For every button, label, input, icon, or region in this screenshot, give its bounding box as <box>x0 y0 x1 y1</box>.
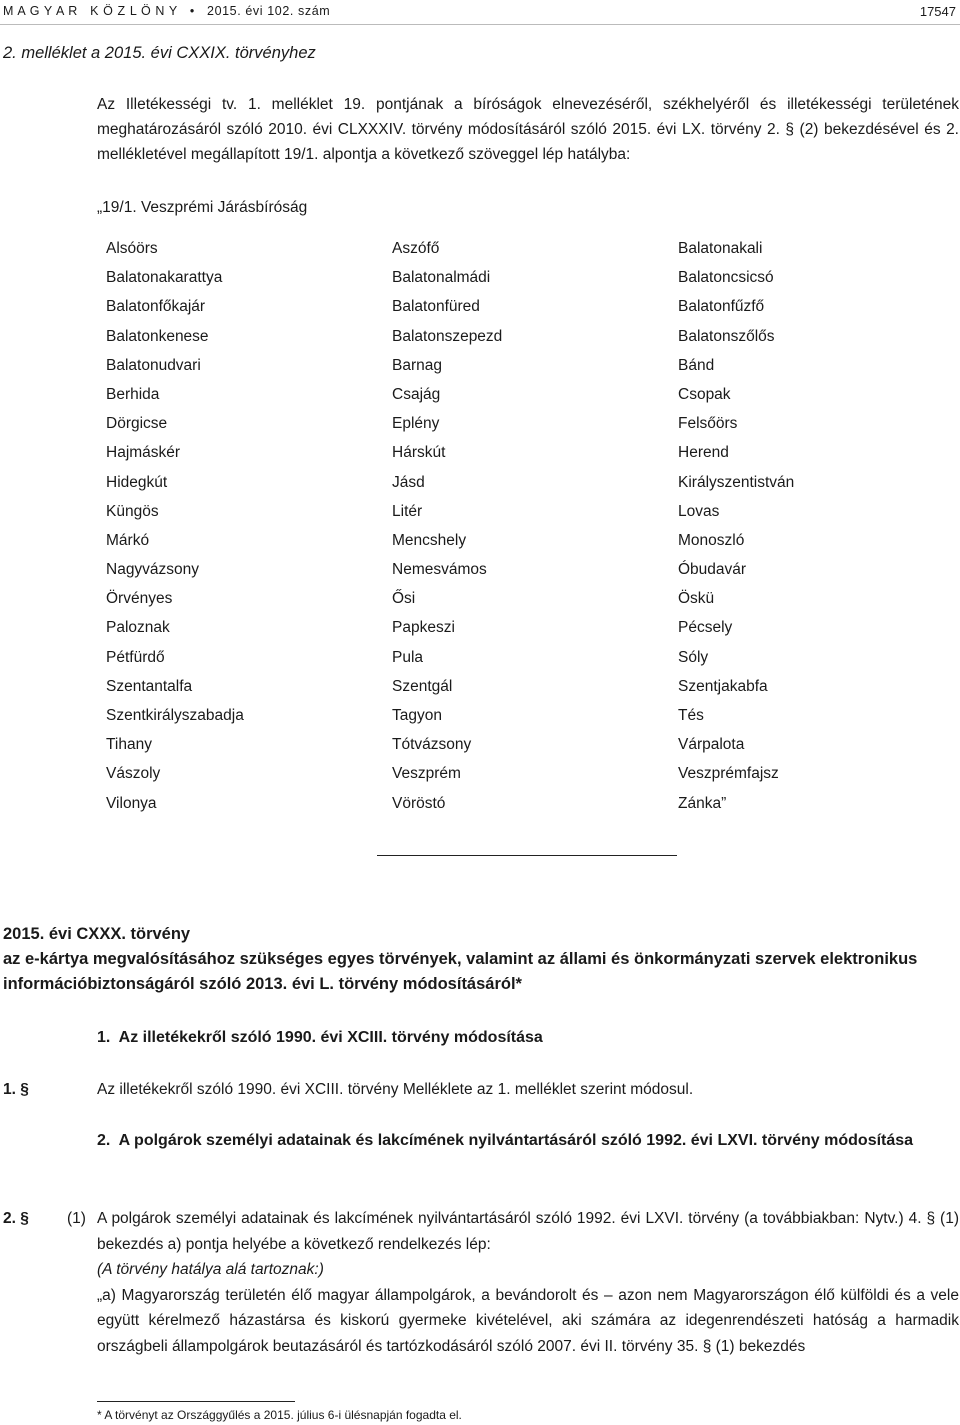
settlement-name: Balatonfűzfő <box>678 298 765 316</box>
settlement-row <box>106 415 886 444</box>
settlement-row <box>106 532 886 561</box>
settlement-name: Küngös <box>106 502 159 520</box>
settlement-name: Alsóörs <box>106 240 158 257</box>
settlement-name: Szentgál <box>392 677 453 695</box>
settlement-row <box>106 649 886 678</box>
settlement-row <box>106 298 886 327</box>
settlement-name: Vöröstó <box>392 794 446 812</box>
settlement-name: Bánd <box>678 356 715 374</box>
settlement-name: Hárskút <box>392 444 446 462</box>
settlement-name: Pécsely <box>678 619 733 637</box>
settlement-name: Ősi <box>392 590 416 608</box>
settlement-name: Berhida <box>106 385 160 403</box>
settlement-name: Veszprém <box>392 765 461 783</box>
settlement-row <box>106 444 886 473</box>
footnote-divider <box>97 1401 295 1402</box>
subsection-number: (1) <box>67 1210 86 1227</box>
settlement-name: Vászoly <box>106 765 161 783</box>
settlement-name: Paloznak <box>106 619 170 637</box>
settlement-row <box>106 328 886 357</box>
settlement-name: Herend <box>678 444 729 462</box>
settlement-row <box>106 765 886 794</box>
law-title: az e-kártya megvalósításához szükséges egyes törvények, valamint az állami és önkormányzati szervek elektronikus információbiztonságáról szóló 2013. évi L. törvény módosításáról* <box>3 950 918 993</box>
section-1-title: 1. Az illetékekről szóló 1990. évi XCIII. törvény módosítása <box>97 1029 543 1046</box>
footnote: * A törvényt az Országgyűlés a 2015. július 6-i ülésnapján fogadta el. <box>97 1408 462 1422</box>
paragraph-2-italic: (A törvény hatálya alá tartoznak:) <box>97 1261 324 1278</box>
settlement-name: Balatonakarattya <box>106 269 223 287</box>
settlement-name: Sóly <box>678 648 709 666</box>
settlement-name: Nagyvázsony <box>106 561 200 579</box>
law-number: 2015. évi CXXX. törvény <box>3 925 191 943</box>
settlement-name: Vilonya <box>106 794 157 812</box>
settlement-name: Balatonudvari <box>106 356 201 374</box>
settlement-name: Tihany <box>106 736 152 754</box>
settlement-name: Szentjakabfa <box>678 677 768 695</box>
law-heading <box>3 922 960 997</box>
court-title: „19/1. Veszprémi Járásbíróság <box>97 199 308 216</box>
settlement-row <box>106 795 886 824</box>
settlement-name: Balatonakali <box>678 240 763 257</box>
settlement-name: Dörgicse <box>106 415 168 433</box>
annex-title: 2. melléklet a 2015. évi CXXIX. törvényhez <box>3 44 316 62</box>
settlement-name: Jásd <box>392 473 425 491</box>
settlement-name: Lovas <box>678 502 720 520</box>
settlement-name: Tagyon <box>392 707 442 724</box>
settlement-name: Nemesvámos <box>392 561 487 579</box>
settlement-name: Óbudavár <box>678 561 747 579</box>
settlement-name: Csajág <box>392 385 441 403</box>
settlement-name: Balatonszőlős <box>678 327 775 345</box>
settlement-name: Zánka” <box>678 794 727 812</box>
settlement-name: Mencshely <box>392 531 467 549</box>
settlement-row <box>106 474 886 503</box>
settlement-name: Pula <box>392 648 424 666</box>
settlement-list <box>106 240 886 824</box>
settlement-row <box>106 619 886 648</box>
settlement-row <box>106 736 886 765</box>
settlement-name: Szentantalfa <box>106 677 193 695</box>
settlement-name: Balatonkenese <box>106 327 209 345</box>
paragraph-1-text: Az illetékekről szóló 1990. évi XCIII. törvény Melléklete az 1. melléklet szerint módosul. <box>97 1081 694 1098</box>
settlement-name: Balatoncsicsó <box>678 269 774 287</box>
settlement-name: Litér <box>392 502 423 520</box>
paragraph-2-text <box>97 1206 959 1359</box>
settlement-name: Balatonszepezd <box>392 327 503 345</box>
settlement-name: Várpalota <box>678 736 745 754</box>
settlement-name: Hajmáskér <box>106 444 181 462</box>
settlement-row <box>106 503 886 532</box>
settlement-name: Királyszentistván <box>678 473 795 491</box>
settlement-name: Balatonalmádi <box>392 269 491 287</box>
settlement-name: Öskü <box>678 590 715 608</box>
settlement-name: Pétfürdő <box>106 648 165 666</box>
paragraph-2-quote: „a) Magyarország területén élő magyar állampolgárok, a bevándorolt és – azon nem Magyarországon élő külföldi és a vele együtt kérelmező házastársa és kiskorú gyermeke kivételével, aki számára az idegenrendészeti hatóság a harmadik országbeli állampolgárok beutazásáról és tartózkodásáról szóló 2007. évi II. törvény 35. § (1) bekezdés <box>97 1286 959 1355</box>
settlement-name: Tótvázsony <box>392 736 472 754</box>
settlement-row <box>106 357 886 386</box>
settlement-name: Hidegkút <box>106 473 168 491</box>
settlement-name: Szentkirályszabadja <box>106 707 244 724</box>
settlement-row <box>106 386 886 415</box>
paragraph-2-number: 2. § <box>3 1210 29 1227</box>
settlement-name: Veszprémfajsz <box>678 765 779 783</box>
settlement-name: Balatonfüred <box>392 298 480 316</box>
section-2-title: 2. A polgárok személyi adatainak és lakcímének nyilvántartásáról szóló 1992. évi LXVI. törvény módosítása <box>97 1132 914 1149</box>
paragraph-1-number: 1. § <box>3 1081 29 1098</box>
paragraph-2-main: A polgárok személyi adatainak és lakcímének nyilvántartásáról szóló 1992. évi LXVI. törvény (a továbbiakban: Nytv.) 4. § (1) bekezdés a) pontja helyébe a következő rendelkezés lép: <box>97 1210 959 1253</box>
settlement-row <box>106 269 886 298</box>
settlement-name: Barnag <box>392 356 442 374</box>
section-separator <box>377 855 677 856</box>
settlement-name: Márkó <box>106 531 150 549</box>
intro-paragraph: Az Illetékességi tv. 1. melléklet 19. pontjának a bíróságok elnevezéséről, székhelyéről és illetékességi területének meghatározásáról szóló 2010. évi CLXXXIV. törvény módosításáról szóló 2015. évi LX. törvény 2. § (2) bekezdésével és 2. mellékletével megállapított 19/1. alpontja a következő szöveggel lép hatályba: <box>97 96 959 163</box>
settlement-row <box>106 707 886 736</box>
settlement-name: Felsőörs <box>678 415 738 433</box>
header-divider <box>0 24 960 25</box>
page-number: 17547 <box>919 4 956 19</box>
settlement-row <box>106 240 886 269</box>
settlement-name: Csopak <box>678 385 731 403</box>
page-header <box>3 4 956 22</box>
settlement-name: Balatonfőkajár <box>106 298 206 316</box>
settlement-name: Monoszló <box>678 531 745 549</box>
settlement-name: Papkeszi <box>392 619 455 637</box>
journal-title: M A G Y A R K Ö Z L Ö N Y • 2015. évi 102. szám <box>3 4 331 18</box>
settlement-row <box>106 590 886 619</box>
settlement-name: Tés <box>678 707 704 724</box>
settlement-name: Eplény <box>392 415 440 433</box>
settlement-name: Örvényes <box>106 590 173 608</box>
settlement-name: Aszófő <box>392 240 440 257</box>
settlement-row <box>106 678 886 707</box>
settlement-row <box>106 561 886 590</box>
